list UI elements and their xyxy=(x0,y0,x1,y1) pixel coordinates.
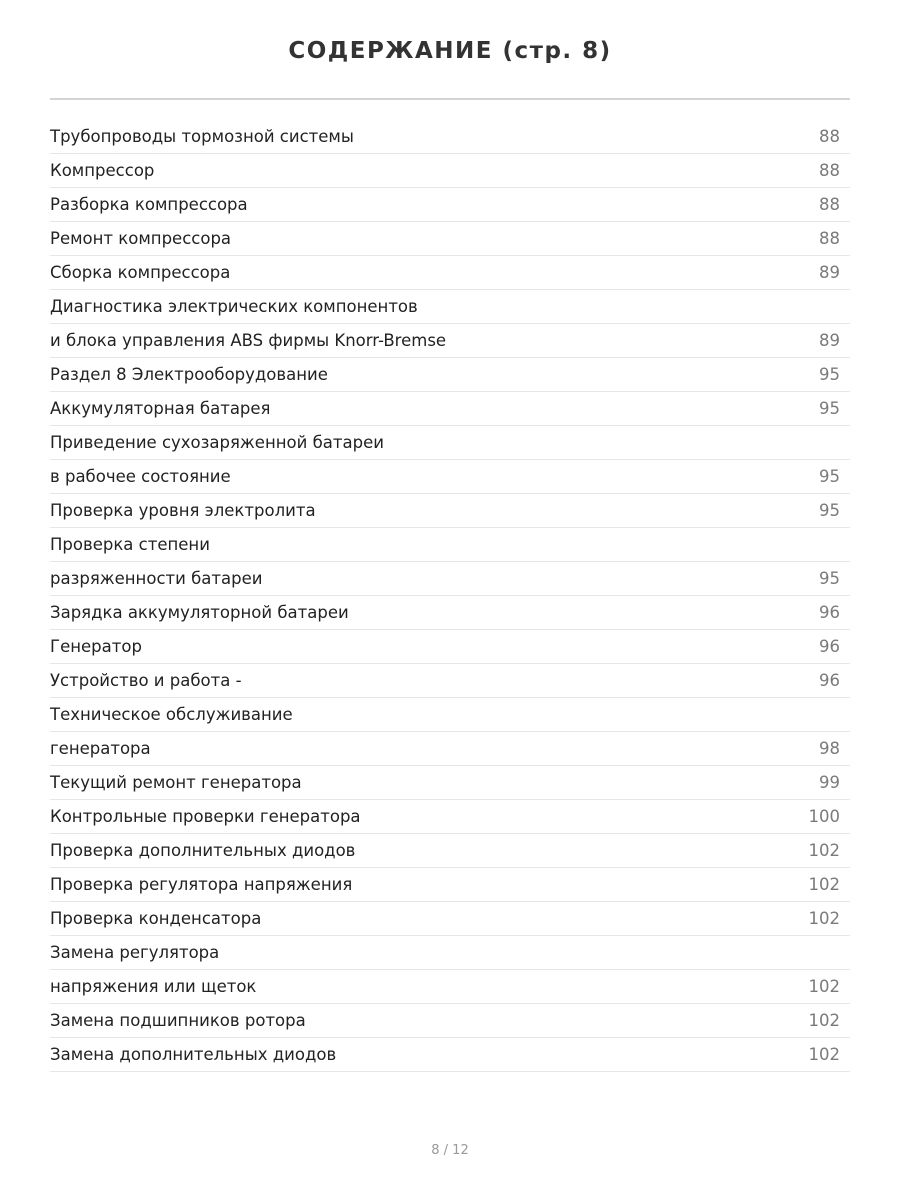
toc-entry-title: Замена дополнительных диодов xyxy=(50,1045,337,1064)
toc-entry-page-number: 102 xyxy=(808,841,840,860)
toc-entry[interactable] xyxy=(50,970,850,1004)
toc-entry-title: разряженности батареи xyxy=(50,569,263,588)
toc-entry-page-number: 89 xyxy=(819,331,840,350)
toc-entry[interactable] xyxy=(50,1004,850,1038)
toc-entry-title: Проверка степени xyxy=(50,535,210,554)
toc-entry[interactable] xyxy=(50,834,850,868)
toc-entry-page-number: 95 xyxy=(819,467,840,486)
toc-entry-title: Устройство и работа - xyxy=(50,671,242,690)
toc-entry-page-number: 98 xyxy=(819,739,840,758)
toc-entry-page-number: 88 xyxy=(819,229,840,248)
toc-entry[interactable] xyxy=(50,188,850,222)
toc-entry[interactable] xyxy=(50,562,850,596)
toc-entry-page-number: 88 xyxy=(819,127,840,146)
toc-entry[interactable] xyxy=(50,766,850,800)
toc-entry[interactable] xyxy=(50,426,850,460)
toc-entry-title: Трубопроводы тормозной системы xyxy=(50,127,354,146)
toc-entry-page-number: 96 xyxy=(819,671,840,690)
toc-entry[interactable] xyxy=(50,256,850,290)
toc-entry-page-number: 102 xyxy=(808,1011,840,1030)
toc-entry-page-number: 88 xyxy=(819,161,840,180)
toc-entry[interactable] xyxy=(50,800,850,834)
toc-entry-title: Генератор xyxy=(50,637,142,656)
toc-entry[interactable] xyxy=(50,392,850,426)
toc-entry-title: Проверка дополнительных диодов xyxy=(50,841,356,860)
toc-entry[interactable] xyxy=(50,154,850,188)
toc-entry[interactable] xyxy=(50,664,850,698)
toc-entry-page-number: 95 xyxy=(819,365,840,384)
toc-entry-title: Зарядка аккумуляторной батареи xyxy=(50,603,349,622)
page-number: 8 / 12 xyxy=(431,1143,469,1158)
toc-entry-title: Ремонт компрессора xyxy=(50,229,232,248)
toc-entry-page-number: 102 xyxy=(808,875,840,894)
toc-entry-title: Замена регулятора xyxy=(50,943,220,962)
toc-entry-title: Текущий ремонт генератора xyxy=(50,773,302,792)
toc-entry[interactable] xyxy=(50,596,850,630)
toc-entry[interactable] xyxy=(50,222,850,256)
toc-entry-page-number: 100 xyxy=(808,807,840,826)
table-of-contents xyxy=(50,120,850,1072)
toc-entry-page-number: 95 xyxy=(819,501,840,520)
toc-entry-page-number: 99 xyxy=(819,773,840,792)
page-title: СОДЕРЖАНИЕ (стр. 8) xyxy=(288,38,612,64)
toc-entry[interactable] xyxy=(50,120,850,154)
toc-entry[interactable] xyxy=(50,528,850,562)
toc-entry[interactable] xyxy=(50,358,850,392)
toc-entry-page-number: 95 xyxy=(819,399,840,418)
toc-entry-page-number: 96 xyxy=(819,637,840,656)
toc-entry[interactable] xyxy=(50,324,850,358)
title-divider xyxy=(50,98,850,100)
toc-entry[interactable] xyxy=(50,868,850,902)
toc-entry[interactable] xyxy=(50,290,850,324)
toc-entry-title: Проверка конденсатора xyxy=(50,909,262,928)
toc-entry-title: Компрессор xyxy=(50,161,155,180)
toc-entry-title: Проверка регулятора напряжения xyxy=(50,875,353,894)
toc-entry-title: генератора xyxy=(50,739,151,758)
toc-entry[interactable] xyxy=(50,732,850,766)
toc-entry-title: и блока управления ABS фирмы Knorr-Bremse xyxy=(50,331,447,350)
toc-entry-page-number: 88 xyxy=(819,195,840,214)
toc-entry-title: Аккумуляторная батарея xyxy=(50,399,271,418)
toc-entry-page-number: 95 xyxy=(819,569,840,588)
toc-entry[interactable] xyxy=(50,460,850,494)
toc-entry-page-number: 89 xyxy=(819,263,840,282)
toc-entry[interactable] xyxy=(50,494,850,528)
toc-entry-page-number: 102 xyxy=(808,977,840,996)
toc-entry[interactable] xyxy=(50,630,850,664)
toc-entry[interactable] xyxy=(50,1038,850,1072)
toc-entry-title: Разборка компрессора xyxy=(50,195,248,214)
toc-entry-page-number: 102 xyxy=(808,1045,840,1064)
toc-entry-title: Приведение сухозаряженной батареи xyxy=(50,433,384,452)
toc-entry-page-number: 96 xyxy=(819,603,840,622)
toc-entry-title: Раздел 8 Электрооборудование xyxy=(50,365,328,384)
toc-entry-title: Проверка уровня электролита xyxy=(50,501,316,520)
toc-entry-title: в рабочее состояние xyxy=(50,467,231,486)
toc-entry-title: Диагностика электрических компонентов xyxy=(50,297,418,316)
toc-entry-page-number: 102 xyxy=(808,909,840,928)
toc-entry-title: Техническое обслуживание xyxy=(50,705,293,724)
toc-entry-title: Контрольные проверки генератора xyxy=(50,807,361,826)
toc-entry-title: Замена подшипников ротора xyxy=(50,1011,306,1030)
toc-entry-title: Сборка компрессора xyxy=(50,263,231,282)
toc-entry[interactable] xyxy=(50,698,850,732)
toc-entry-title: напряжения или щеток xyxy=(50,977,257,996)
toc-entry[interactable] xyxy=(50,936,850,970)
toc-entry[interactable] xyxy=(50,902,850,936)
